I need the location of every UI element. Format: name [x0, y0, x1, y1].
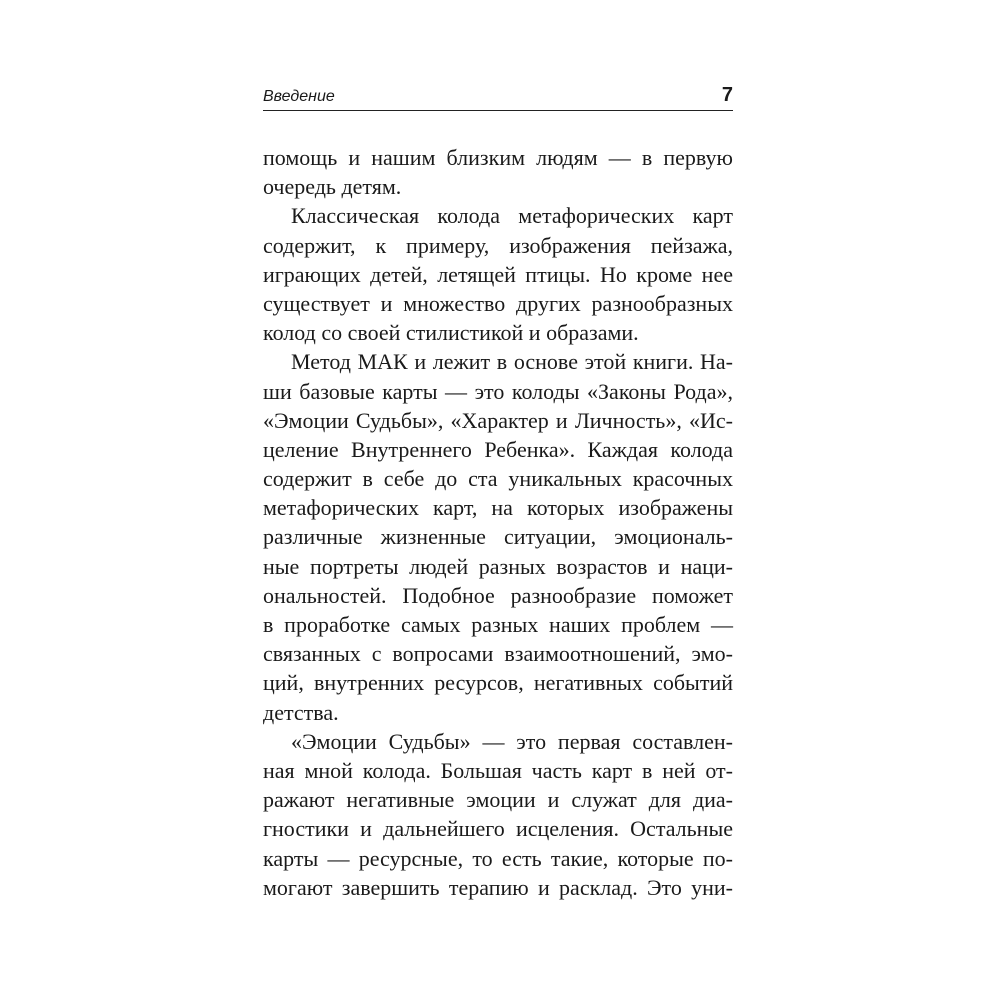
text-line: ная мной колода. Большая часть карт в ней от-	[263, 757, 733, 783]
text-line: различные жизненные ситуации, эмоциональ-	[263, 524, 733, 550]
text-line: содержит в себе до ста уникальных красочных	[263, 466, 733, 492]
text-line: Классическая колода метафорических карт	[291, 203, 733, 229]
text-line: карты — ресурсные, то есть такие, которые по-	[263, 845, 733, 871]
text-line: «Эмоции Судьбы», «Характер и Личность», «Ис-	[263, 407, 733, 433]
text-line: помощь и нашим близким людям — в первую	[263, 145, 733, 170]
text-line: детства.	[263, 699, 339, 725]
text-line: ши базовые карты — это колоды «Законы Рода»,	[263, 378, 733, 404]
text-line: целение Внутреннего Ребенка». Каждая колода	[263, 436, 733, 462]
text-line: метафорических карт, на которых изображены	[263, 495, 733, 521]
running-header	[263, 86, 733, 111]
text-line: ональностей. Подобное разнообразие поможет	[263, 582, 733, 608]
text-line: очередь детям.	[263, 174, 402, 200]
text-line: играющих детей, летящей птицы. Но кроме нее	[263, 261, 733, 287]
text-line: «Эмоции Судьбы» — это первая составлен-	[291, 728, 733, 754]
text-line: гностики и дальнейшего исцеления. Остальные	[263, 816, 733, 842]
text-line: в проработке самых разных наших проблем —	[263, 612, 733, 637]
text-line: ций, внутренних ресурсов, негативных событий	[263, 670, 733, 696]
text-line: могают завершить терапию и расклад. Это уни-	[263, 874, 733, 900]
body-text	[263, 143, 733, 902]
text-line: Метод МАК и лежит в основе этой книги. На-	[291, 349, 733, 375]
text-line: существует и множество других разнообразных	[263, 290, 733, 316]
text-line: связанных с вопросами взаимоотношений, эмо-	[263, 641, 733, 667]
section-title: Введение	[263, 88, 335, 105]
text-line: ные портреты людей разных возрастов и наци-	[263, 553, 733, 579]
text-line: колод со своей стилистикой и образами.	[263, 320, 639, 346]
text-line: ражают негативные эмоции и служат для диа-	[263, 787, 733, 813]
text-line: содержит, к примеру, изображения пейзажа,	[263, 232, 733, 258]
page-number: 7	[721, 84, 733, 106]
